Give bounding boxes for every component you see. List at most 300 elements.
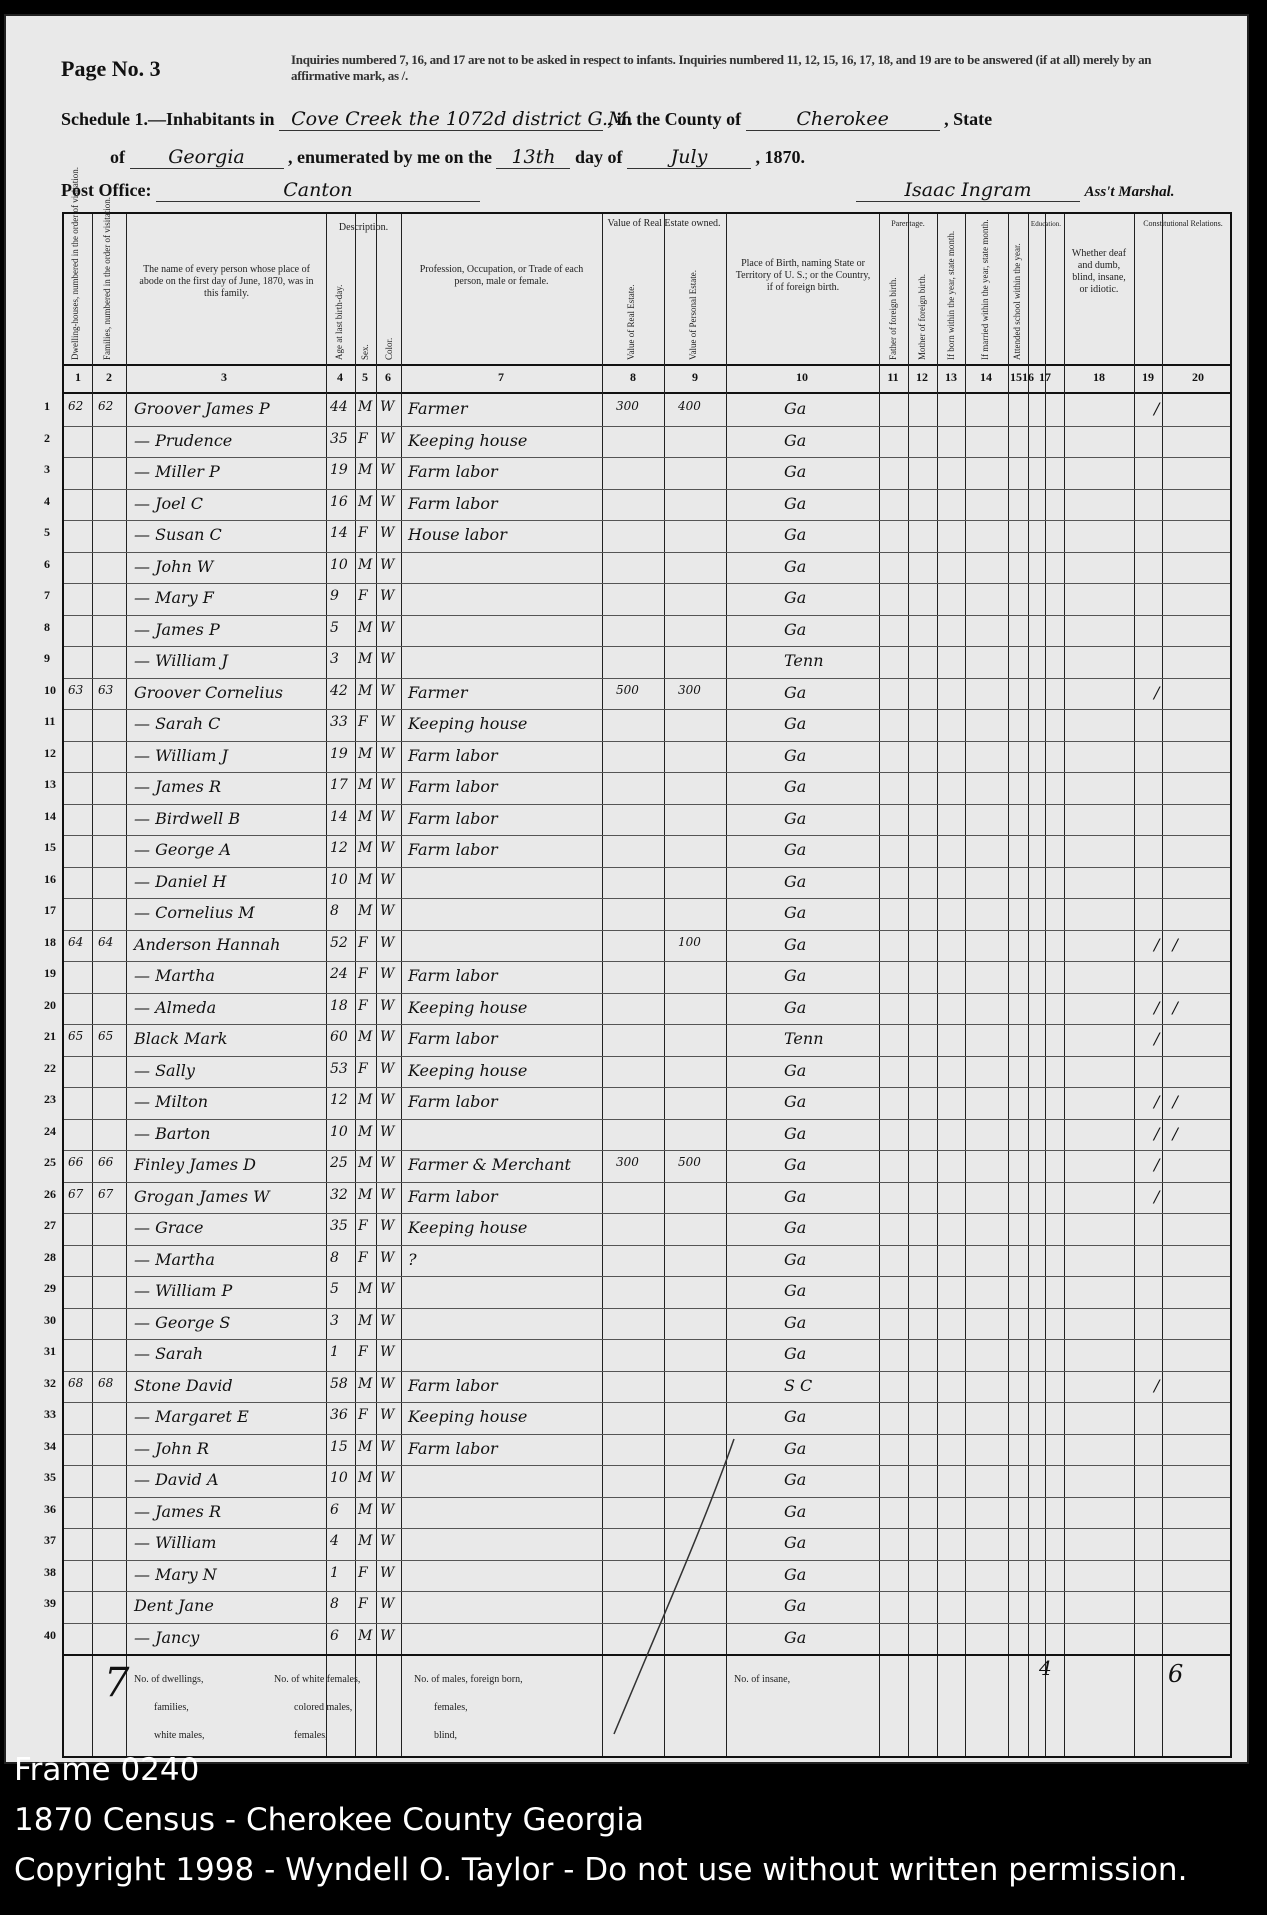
age-value: 6 — [330, 1501, 339, 1518]
table-row — [44, 552, 1230, 585]
age-value: 16 — [330, 493, 348, 510]
person-name: — David A — [134, 1470, 219, 1489]
marshal-handwritten: Isaac Ingram — [856, 179, 1080, 202]
table-row — [44, 993, 1230, 1026]
birthplace-value: Ga — [784, 1060, 807, 1080]
color-value: W — [380, 682, 395, 699]
birthplace-value: Ga — [784, 1312, 807, 1332]
schedule-label: Schedule 1.—Inhabitants in — [61, 109, 275, 129]
line-number: 6 — [44, 556, 50, 571]
frame-caption: Frame 0240 — [14, 1752, 200, 1788]
sex-value: M — [358, 808, 373, 825]
header-born-year: If born within the year, state month. — [946, 230, 956, 360]
age-value: 19 — [330, 462, 348, 478]
column-number: 7 — [498, 370, 504, 384]
sex-value: M — [358, 556, 373, 573]
header-sex: Sex. — [360, 344, 370, 360]
line-number: 24 — [44, 1123, 56, 1138]
sex-value: F — [358, 588, 368, 604]
sex-value: M — [358, 777, 373, 793]
sex-value: M — [358, 1533, 373, 1549]
age-value: 14 — [330, 808, 348, 825]
color-value: W — [380, 1186, 395, 1203]
header-occupation: Profession, Occupation, or Trade of each person, male or female. — [419, 264, 584, 287]
tally-mark: / — [1154, 1186, 1164, 1206]
occupation-value: Farm labor — [408, 808, 498, 828]
line-number: 37 — [44, 1533, 56, 1547]
age-value: 25 — [330, 1155, 348, 1171]
sex-value: M — [358, 1438, 373, 1455]
age-value: 32 — [330, 1186, 348, 1203]
column-number: 17 — [1039, 370, 1051, 384]
line-number: 29 — [44, 1281, 56, 1295]
line-number: 38 — [44, 1564, 56, 1579]
person-name: — Jancy — [134, 1627, 200, 1647]
person-name: Anderson Hannah — [134, 934, 281, 954]
family-number: 62 — [98, 399, 114, 413]
sex-value: M — [358, 1470, 373, 1486]
person-name: — Sally — [134, 1060, 195, 1080]
person-name: — Sarah C — [134, 714, 221, 733]
person-name: — William J — [134, 745, 228, 765]
color-value: W — [380, 966, 395, 982]
header-age: Age at last birth-day. — [334, 284, 344, 360]
line-number: 15 — [44, 840, 56, 854]
sex-value: M — [358, 1375, 373, 1392]
age-value: 8 — [330, 903, 339, 919]
person-name: — Daniel H — [134, 871, 227, 891]
occupation-value: Farmer — [408, 399, 468, 418]
sex-value: M — [358, 1186, 373, 1203]
table-row — [44, 1402, 1230, 1435]
sex-value: F — [358, 966, 368, 982]
line-number: 33 — [44, 1407, 56, 1421]
column-number: 3 — [221, 370, 227, 384]
person-name: — Joel C — [134, 493, 204, 513]
birthplace-value: Ga — [784, 1123, 807, 1143]
table-row — [44, 741, 1230, 774]
header-parentage: Parentage. — [891, 219, 925, 228]
of-label: of — [110, 147, 125, 167]
table-row — [44, 709, 1230, 742]
color-value: W — [380, 1407, 395, 1423]
column-number: 12 — [916, 370, 928, 384]
table-row — [44, 1213, 1230, 1246]
sex-value: M — [358, 871, 373, 888]
person-name: — Martha — [134, 1249, 215, 1269]
line-number: 7 — [44, 588, 50, 602]
person-name: Finley James D — [134, 1155, 256, 1174]
dwelling-number: 66 — [68, 1155, 84, 1169]
occupation-value: Keeping house — [408, 1218, 528, 1237]
color-value: W — [380, 745, 395, 762]
tally-mid: 4 — [1039, 1656, 1052, 1680]
personal-estate-value: 400 — [678, 399, 701, 413]
county-handwritten: Cherokee — [746, 108, 940, 131]
family-number: 67 — [98, 1186, 114, 1201]
line-number: 14 — [44, 808, 56, 823]
age-value: 53 — [330, 1060, 348, 1077]
birthplace-value: Ga — [784, 525, 807, 544]
column-number: 14 — [980, 370, 992, 384]
line-number: 28 — [44, 1249, 56, 1264]
summary-white-males: white males, — [154, 1730, 205, 1741]
line-number: 36 — [44, 1501, 56, 1516]
personal-estate-value: 100 — [678, 934, 701, 949]
person-name: — Mary N — [134, 1564, 217, 1584]
sex-value: M — [358, 1501, 373, 1518]
birthplace-value: Ga — [784, 1533, 807, 1552]
table-row — [44, 1371, 1230, 1404]
sex-value: F — [358, 1060, 368, 1077]
month-handwritten: July — [627, 146, 751, 169]
line-number: 8 — [44, 619, 50, 634]
line-number: 20 — [44, 997, 56, 1012]
person-name: — Mary F — [134, 588, 214, 607]
post-office-line — [61, 179, 480, 202]
dwelling-number: 67 — [68, 1186, 84, 1201]
header-mother-foreign: Mother of foreign birth. — [917, 274, 927, 360]
person-name: — John R — [134, 1438, 209, 1458]
column-number: 10 — [796, 370, 808, 384]
day-handwritten: 13th — [496, 146, 570, 169]
family-number: 68 — [98, 1375, 114, 1390]
color-value: W — [380, 714, 395, 730]
age-value: 10 — [330, 1123, 348, 1140]
person-name: — Sarah — [134, 1344, 204, 1363]
line-number: 16 — [44, 871, 56, 886]
color-value: W — [380, 1375, 395, 1392]
color-value: W — [380, 1060, 395, 1077]
table-row — [44, 1339, 1230, 1372]
table-row — [44, 678, 1230, 711]
line-number: 40 — [44, 1627, 56, 1642]
line-number: 26 — [44, 1186, 56, 1201]
table-row — [44, 583, 1230, 616]
table-row — [44, 394, 1230, 427]
color-value: W — [380, 1029, 395, 1045]
line-number: 23 — [44, 1092, 56, 1106]
sex-value: M — [358, 462, 373, 478]
person-name: — Milton — [134, 1092, 209, 1111]
tally-mark: / — [1154, 1375, 1164, 1395]
age-value: 33 — [330, 714, 348, 730]
color-value: W — [380, 525, 395, 541]
person-name: — William — [134, 1533, 217, 1552]
table-row — [44, 1119, 1230, 1152]
summary-families: families, — [154, 1702, 189, 1713]
person-name: — John W — [134, 556, 214, 576]
line-number: 4 — [44, 493, 50, 508]
table-row — [44, 898, 1230, 931]
sex-value: M — [358, 619, 373, 636]
age-value: 42 — [330, 682, 348, 699]
tally-mark: / / — [1154, 934, 1182, 954]
age-value: 4 — [330, 1533, 339, 1549]
birthplace-value: Ga — [784, 1281, 807, 1300]
color-value: W — [380, 399, 395, 415]
birthplace-value: Ga — [784, 1407, 807, 1426]
color-value: W — [380, 430, 395, 447]
birthplace-value: Ga — [784, 1155, 807, 1174]
color-value: W — [380, 808, 395, 825]
sex-value: M — [358, 399, 373, 415]
column-number: 18 — [1093, 370, 1105, 384]
tally-mark: / — [1154, 682, 1164, 702]
column-number: 6 — [385, 370, 391, 384]
line-number: 9 — [44, 651, 50, 665]
occupation-value: Keeping house — [408, 430, 528, 450]
line-number: 34 — [44, 1438, 56, 1453]
color-value: W — [380, 1218, 395, 1234]
tally-mark: / / — [1154, 997, 1182, 1017]
sex-value: M — [358, 1627, 373, 1644]
line-number: 11 — [44, 714, 56, 728]
state-handwritten: Georgia — [130, 146, 284, 169]
birthplace-value: Ga — [784, 430, 807, 450]
color-value: W — [380, 871, 395, 888]
real-estate-value: 300 — [616, 399, 639, 413]
color-value: W — [380, 619, 395, 636]
sex-value: F — [358, 1218, 368, 1234]
page-number: Page No. 3 — [61, 56, 161, 81]
tally-mark: / — [1154, 1029, 1164, 1048]
birthplace-value: Ga — [784, 934, 807, 954]
table-row — [44, 1308, 1230, 1341]
age-value: 36 — [330, 1407, 348, 1423]
color-value: W — [380, 1123, 395, 1140]
column-number: 5 — [362, 370, 368, 384]
occupation-value: Farm labor — [408, 493, 498, 513]
line-number: 21 — [44, 1029, 56, 1043]
birthplace-value: Ga — [784, 1627, 807, 1647]
birthplace-value: Ga — [784, 871, 807, 891]
line-number: 19 — [44, 966, 56, 980]
occupation-value: Farm labor — [408, 1375, 498, 1395]
age-value: 18 — [330, 997, 348, 1014]
color-value: W — [380, 1438, 395, 1455]
occupation-value: Keeping house — [408, 1060, 528, 1080]
sex-value: M — [358, 1155, 373, 1171]
line-number: 25 — [44, 1155, 56, 1169]
sex-value: M — [358, 903, 373, 919]
age-value: 12 — [330, 1092, 348, 1108]
person-name: — Grace — [134, 1218, 204, 1237]
person-name: — Miller P — [134, 462, 220, 481]
sex-value: F — [358, 1564, 368, 1581]
sex-value: M — [358, 1312, 373, 1329]
summary-foreign-born: No. of males, foreign born, — [414, 1674, 523, 1685]
sex-value: M — [358, 493, 373, 510]
birthplace-value: Ga — [784, 493, 807, 513]
table-row — [44, 1245, 1230, 1278]
line-number: 35 — [44, 1470, 56, 1484]
header-family: Families, numbered in the order of visitation. — [102, 197, 112, 360]
sex-value: F — [358, 430, 368, 447]
person-name: — William P — [134, 1281, 233, 1300]
place-handwritten: Cove Creek the 1072d district G.M. — [279, 108, 603, 131]
occupation-value: House labor — [408, 525, 507, 544]
table-row — [44, 426, 1230, 459]
tally-mark: / — [1154, 399, 1164, 418]
dwelling-number: 65 — [68, 1029, 84, 1043]
age-value: 9 — [330, 588, 339, 604]
tally-mark: / — [1154, 1155, 1164, 1174]
age-value: 5 — [330, 1281, 339, 1297]
color-value: W — [380, 1344, 395, 1360]
line-number: 3 — [44, 462, 50, 476]
occupation-value: Farm labor — [408, 840, 498, 859]
age-value: 58 — [330, 1375, 348, 1392]
birthplace-value: Ga — [784, 1564, 807, 1584]
color-value: W — [380, 1564, 395, 1581]
age-value: 10 — [330, 871, 348, 888]
age-value: 5 — [330, 619, 339, 636]
line-number: 10 — [44, 682, 56, 697]
age-value: 1 — [330, 1564, 339, 1581]
copyright-caption: Copyright 1998 - Wyndell O. Taylor - Do not use without written permission. — [14, 1852, 1188, 1888]
color-value: W — [380, 1596, 395, 1612]
line-number: 17 — [44, 903, 56, 917]
age-value: 3 — [330, 651, 339, 667]
post-office-label: Post Office: — [61, 180, 152, 200]
person-name: — William J — [134, 651, 228, 670]
birthplace-value: Ga — [784, 1438, 807, 1458]
person-name: Groover James P — [134, 399, 270, 418]
age-value: 19 — [330, 745, 348, 762]
header-name: The name of every person whose place of abode on the first day of June, 1870, was in this family. — [139, 264, 314, 299]
line-number: 39 — [44, 1596, 56, 1610]
person-name: — Margaret E — [134, 1407, 249, 1426]
header-dwelling: Dwelling-houses, numbered in the order of visitation. — [70, 167, 80, 360]
table-row — [44, 457, 1230, 490]
line-number: 1 — [44, 399, 50, 413]
column-number: 9 — [692, 370, 698, 384]
age-value: 60 — [330, 1029, 348, 1045]
color-value: W — [380, 777, 395, 793]
occupation-value: Farm labor — [408, 462, 498, 481]
color-value: W — [380, 462, 395, 478]
occupation-value: Farmer & Merchant — [408, 1155, 571, 1174]
post-office-handwritten: Canton — [156, 179, 480, 202]
person-name: Stone David — [134, 1375, 233, 1395]
tally-right: 6 — [1168, 1660, 1184, 1688]
sex-value: M — [358, 840, 373, 856]
occupation-value: Keeping house — [408, 714, 528, 733]
sex-value: F — [358, 1249, 368, 1266]
line-number: 18 — [44, 934, 56, 949]
line-number: 32 — [44, 1375, 56, 1390]
table-row — [44, 1150, 1230, 1183]
table-row — [44, 615, 1230, 648]
birthplace-value: Ga — [784, 462, 807, 481]
person-name: Grogan James W — [134, 1186, 270, 1206]
header-father-foreign: Father of foreign birth. — [888, 277, 898, 360]
header-color: Color. — [384, 337, 394, 360]
birthplace-value: Ga — [784, 588, 807, 607]
occupation-value: ? — [408, 1249, 417, 1269]
tally-left: 7 — [104, 1660, 130, 1706]
summary-foreign-females: females, — [434, 1702, 468, 1713]
tally-mark: / / — [1154, 1092, 1182, 1111]
county-label: , in the County of — [607, 109, 742, 129]
person-name: — Barton — [134, 1123, 211, 1143]
dwelling-number: 68 — [68, 1375, 84, 1390]
age-value: 12 — [330, 840, 348, 856]
sex-value: M — [358, 682, 373, 699]
color-value: W — [380, 903, 395, 919]
color-value: W — [380, 840, 395, 856]
color-value: W — [380, 997, 395, 1014]
birthplace-value: Ga — [784, 399, 807, 418]
color-value: W — [380, 651, 395, 667]
column-number: 8 — [630, 370, 636, 384]
birthplace-value: Ga — [784, 1092, 807, 1111]
birthplace-value: Ga — [784, 840, 807, 859]
occupation-value: Farm labor — [408, 777, 498, 796]
header-constitutional: Constitutional Relations. — [1143, 219, 1223, 228]
summary-blind: blind, — [434, 1730, 458, 1741]
dwelling-number: 62 — [68, 399, 84, 413]
state-label: , State — [944, 109, 993, 129]
column-number: 13 — [945, 370, 957, 384]
sex-value: M — [358, 1092, 373, 1108]
age-value: 15 — [330, 1438, 348, 1455]
age-value: 35 — [330, 430, 348, 447]
occupation-value: Farm labor — [408, 1029, 498, 1048]
family-number: 65 — [98, 1029, 114, 1043]
sex-value: F — [358, 1407, 368, 1423]
line-number: 22 — [44, 1060, 56, 1075]
personal-estate-value: 500 — [678, 1155, 701, 1169]
crossout-stroke — [594, 1434, 744, 1744]
column-number: 2 — [106, 370, 112, 384]
summary-colored-males: colored males, — [294, 1702, 353, 1713]
title-caption: 1870 Census - Cherokee County Georgia — [14, 1802, 645, 1838]
color-value: W — [380, 588, 395, 604]
column-number: 4 — [337, 370, 343, 384]
color-value: W — [380, 493, 395, 510]
table-row — [44, 1276, 1230, 1309]
birthplace-value: Ga — [784, 682, 807, 702]
enumerated-label: , enumerated by me on the — [288, 147, 492, 167]
color-value: W — [380, 1249, 395, 1266]
birthplace-value: Ga — [784, 808, 807, 828]
table-row — [44, 930, 1230, 963]
instructions-text: Inquiries numbered 7, 16, and 17 are not to be asked in respect to infants. Inquiries numbered 11, 12, 15, 16, 17, 18, and 19 are to be answered (if at all) merely by an affirmative mark, as /. — [291, 52, 1152, 83]
person-name: — James R — [134, 1501, 222, 1521]
occupation-value: Farm labor — [408, 745, 498, 765]
header-value: Value of Real Estate owned. — [607, 218, 721, 229]
sex-value: M — [358, 745, 373, 762]
table-row — [44, 1056, 1230, 1089]
column-number: 16 — [1022, 370, 1034, 384]
age-value: 52 — [330, 934, 348, 951]
family-number: 64 — [98, 934, 114, 949]
age-value: 8 — [330, 1249, 339, 1266]
summary-colored-females: females, — [294, 1730, 328, 1741]
birthplace-value: Ga — [784, 1501, 807, 1521]
birthplace-value: Ga — [784, 903, 807, 922]
column-number: 1 — [75, 370, 81, 384]
color-value: W — [380, 1281, 395, 1297]
person-name: — George S — [134, 1312, 231, 1332]
age-value: 10 — [330, 1470, 348, 1486]
birthplace-value: Tenn — [784, 1029, 824, 1048]
occupation-value: Keeping house — [408, 1407, 528, 1426]
dwelling-number: 64 — [68, 934, 84, 949]
age-value: 17 — [330, 777, 348, 793]
